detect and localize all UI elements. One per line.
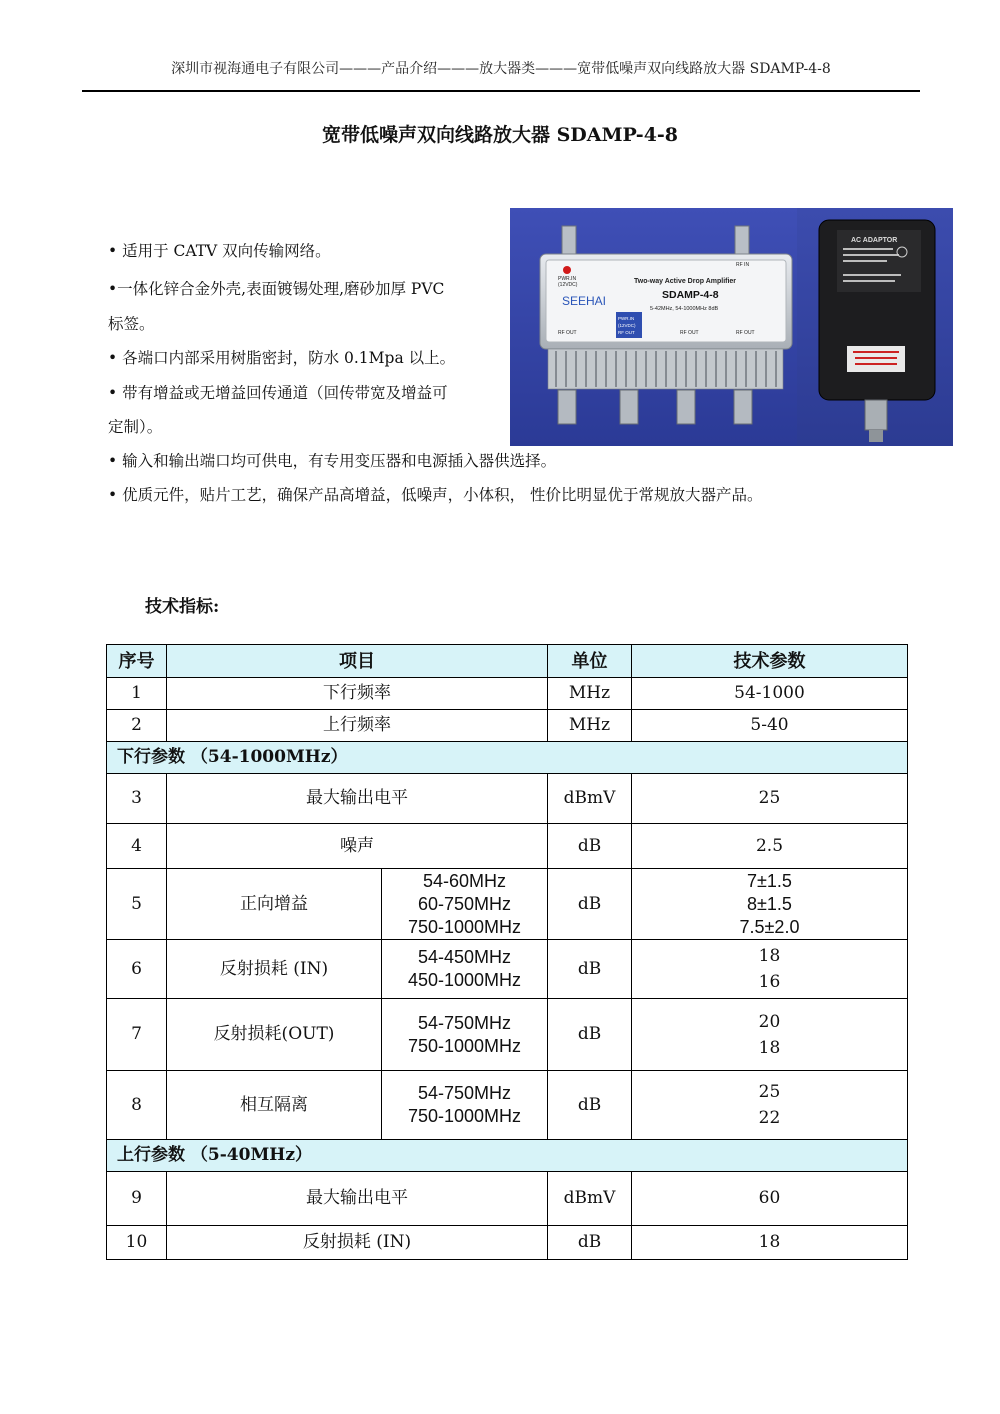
header-no: 序号 [107,645,167,678]
row-no: 9 [107,1172,167,1226]
amp-desc-text: Two-way Active Drop Amplifier [634,278,737,285]
group-row-upstream [107,1140,908,1172]
row-item: 下行频率 [167,678,548,710]
table-row [107,710,908,742]
subrange-item: 750-1000MHz [407,1035,522,1056]
amp-pwr-label-3: RF OUT [618,330,635,335]
table-row [107,1172,908,1226]
product-photos [510,208,953,446]
row-value [632,869,908,940]
row-no: 2 [107,710,167,742]
feature-item: • 各端口内部采用树脂密封，防水 0.1Mpa 以上。 [108,349,456,367]
header-value: 技术参数 [632,645,908,678]
row-no: 7 [107,999,167,1071]
row-subrange [382,940,548,999]
value-item: 7.5±2.0 [739,916,800,937]
subrange-item: 750-1000MHz [407,1106,522,1126]
row-unit: MHz [548,678,632,710]
row-item: 最大输出电平 [167,774,548,824]
amp-rf-out-text: RF OUT [680,330,699,336]
row-item: 上行频率 [167,710,548,742]
header-text: 深圳市视海通电子有限公司———产品介绍———放大器类———宽带低噪声双向线路放大器 SDAMP-4-8 [171,61,831,77]
ac-adaptor-photo [797,208,953,446]
subrange-item: 60-750MHz [417,893,512,914]
subrange-item: 54-750MHz [417,1012,512,1033]
subrange-item: 54-750MHz [417,1083,512,1103]
group-label: 上行参数 （5-40MHz） [107,1140,908,1172]
row-subrange [382,869,548,940]
value-item: 18 [758,1037,781,1058]
feature-item: • 优质元件，贴片工艺，确保产品高增益，低噪声，小体积， 性价比明显优于常规放大器产品。 [108,486,763,504]
value-item: 20 [758,1011,781,1032]
row-item: 噪声 [167,824,548,869]
table-row [107,678,908,710]
row-value: 54-1000 [632,678,908,710]
row-unit: dB [548,940,632,999]
section-label: 技术指标: [145,597,220,617]
table-row [107,774,908,824]
row-unit: dB [548,1071,632,1140]
row-value [632,940,908,999]
table-row [107,1071,908,1140]
row-no: 8 [107,1071,167,1140]
feature-item: • 输入和输出端口均可供电，有专用变压器和电源插入器供选择。 [108,452,557,470]
amplifier-photo [510,208,797,446]
row-value: 25 [632,774,908,824]
page-title: 宽带低噪声双向线路放大器 SDAMP-4-8 [321,124,679,146]
amp-rf-out-text: RF OUT [736,330,755,336]
row-no: 5 [107,869,167,940]
table-row [107,1226,908,1260]
value-item: 22 [758,1108,781,1128]
value-item: 8±1.5 [747,893,792,914]
row-value [632,999,908,1071]
amp-spec-text: 5-42MHz, 54-1000MHz 8dB [650,306,719,312]
value-item: 7±1.5 [747,870,792,891]
feature-item: • 带有增益或无增益回传通道（回传带宽及增益可 [108,384,448,402]
row-no: 4 [107,824,167,869]
row-unit: dB [548,1226,632,1260]
row-value: 5-40 [632,710,908,742]
subrange-item: 750-1000MHz [407,916,522,937]
row-no: 10 [107,1226,167,1260]
page-header [82,58,920,92]
row-item: 反射损耗(OUT) [167,999,382,1071]
header-item: 项目 [167,645,548,678]
row-no: 3 [107,774,167,824]
amp-pwr-in-text: PWR.IN [558,276,577,282]
table-row [107,940,908,999]
spec-table [106,644,908,1260]
row-no: 1 [107,678,167,710]
amp-pwr-label-1: PWR.IN [618,316,635,321]
feature-item: •一体化锌合金外壳,表面镀锡处理,磨砂加厚 PVC [108,280,445,298]
row-unit: dB [548,869,632,940]
row-no: 6 [107,940,167,999]
row-subrange [382,1071,548,1140]
row-unit: MHz [548,710,632,742]
row-value: 60 [632,1172,908,1226]
adaptor-label-text: AC ADAPTOR [851,237,898,244]
amp-brand-text: SEEHAI [562,294,607,308]
amp-rf-in-text: RF IN [736,262,750,268]
row-item: 反射损耗 (IN) [167,940,382,999]
group-label: 下行参数 （54-1000MHz） [107,742,908,774]
row-value: 18 [632,1226,908,1260]
row-item: 最大输出电平 [167,1172,548,1226]
row-unit: dB [548,824,632,869]
row-unit: dBmV [548,774,632,824]
value-item: 18 [758,946,781,966]
row-item: 正向增益 [167,869,382,940]
table-row [107,869,908,940]
row-value: 2.5 [632,824,908,869]
value-item: 25 [758,1082,781,1102]
row-unit: dB [548,999,632,1071]
amp-pwr-in-v-text: (12VDC) [558,282,578,288]
subrange-item: 450-1000MHz [407,970,522,990]
subrange-item: 54-450MHz [417,947,512,967]
row-value [632,1071,908,1140]
value-item: 16 [758,972,781,992]
row-item: 反射损耗 (IN) [167,1226,548,1260]
feature-item-continued: 定制）。 [108,418,163,436]
table-row [107,999,908,1071]
subrange-item: 54-60MHz [422,870,507,891]
amp-model-text: SDAMP-4-8 [662,289,719,301]
table-row [107,824,908,869]
header-unit: 单位 [548,645,632,678]
row-subrange [382,999,548,1071]
row-item: 相互隔离 [167,1071,382,1140]
amp-pwr-label-2: (12VDC) [618,323,636,328]
amp-rf-out-text: RF OUT [558,330,577,336]
group-row-downstream [107,742,908,774]
row-unit: dBmV [548,1172,632,1226]
feature-item: • 适用于 CATV 双向传输网络。 [108,242,331,260]
table-header-row [107,645,908,678]
feature-item-continued: 标签。 [108,315,155,333]
